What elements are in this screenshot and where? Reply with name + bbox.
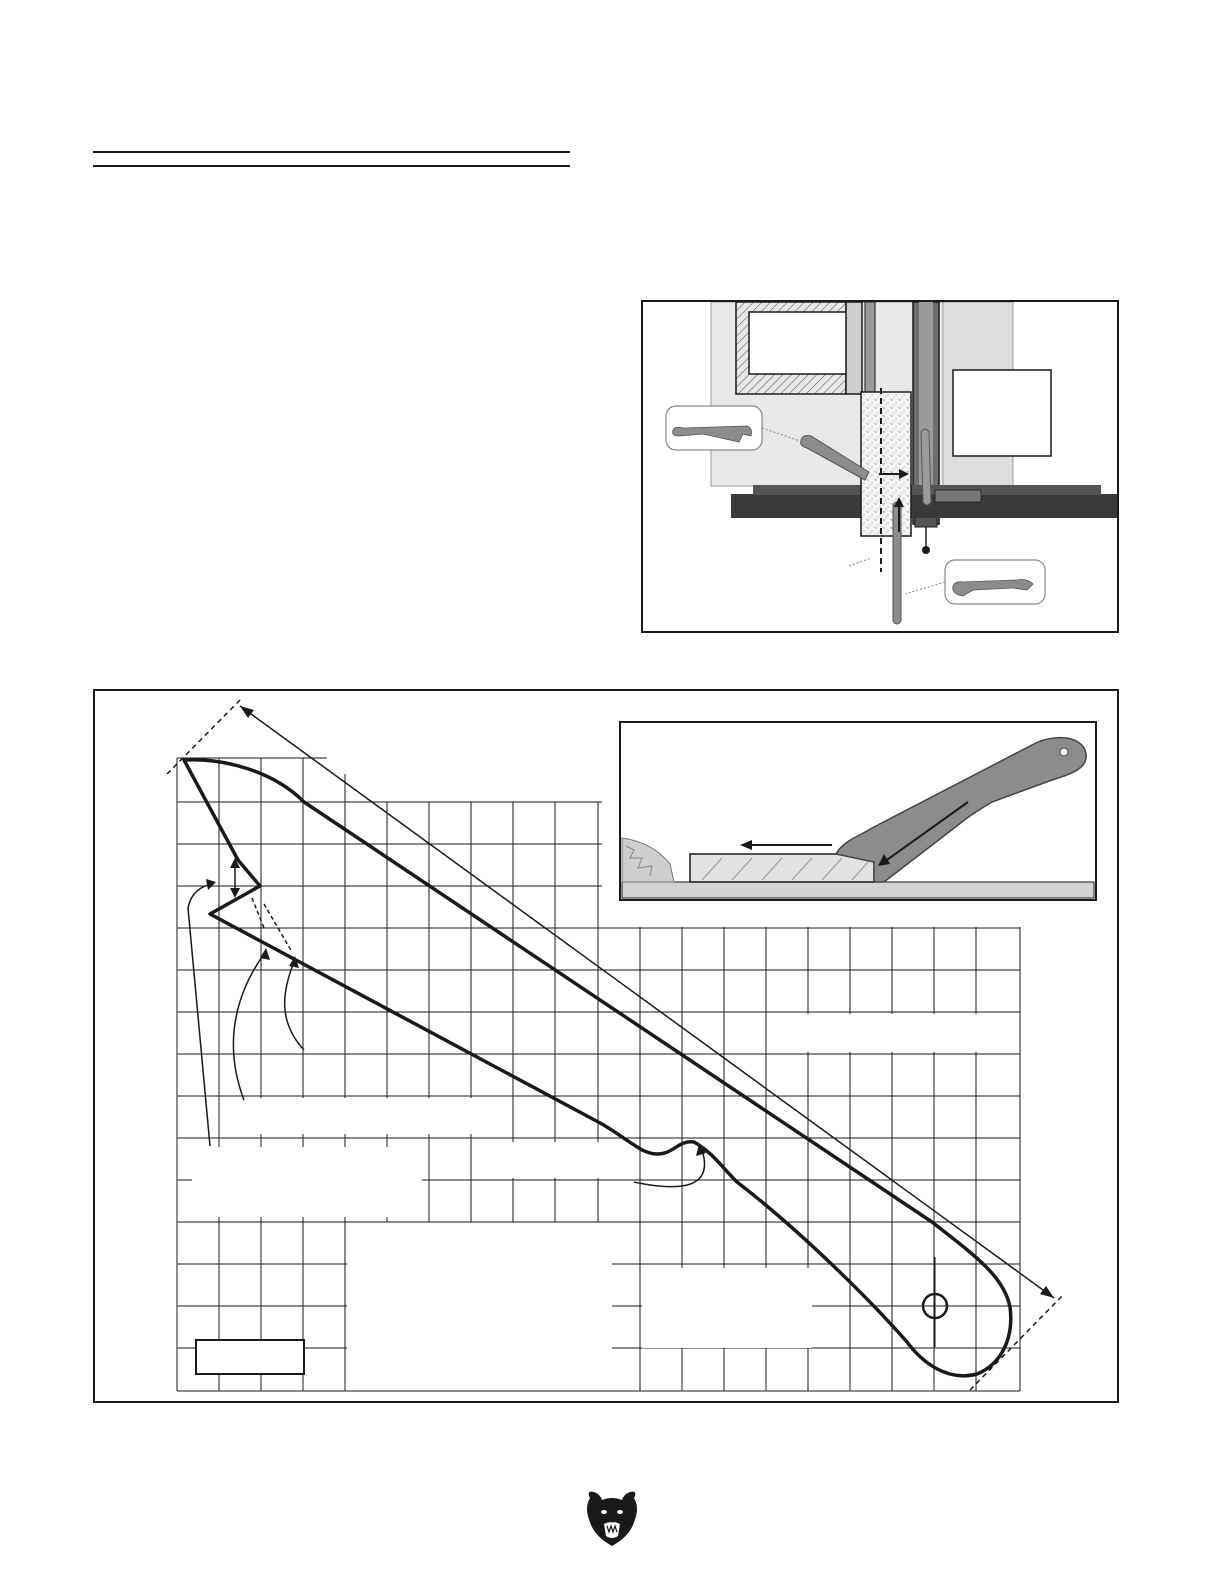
inset-table	[622, 882, 1094, 898]
grid-label-area-5	[247, 1098, 502, 1134]
grid-label-area-3	[642, 1268, 812, 1348]
leader-arrow-3	[285, 962, 304, 1050]
fence-label-box	[749, 312, 849, 374]
leader-arrow-2	[233, 954, 264, 1100]
grid-label-area-1	[192, 1147, 422, 1217]
guide-label-box	[953, 370, 1051, 456]
fence-bar	[846, 302, 862, 394]
push-stick-guide	[921, 429, 931, 505]
heading-rule-bottom	[93, 165, 570, 167]
scale-box	[196, 1340, 304, 1374]
inset-usage-diagram	[620, 722, 1096, 900]
setup-diagram	[643, 302, 1117, 631]
workpiece	[861, 392, 911, 536]
grid-label-area-2	[347, 1227, 612, 1387]
grid-label-area-6	[507, 1142, 632, 1178]
leader-arrow-4	[634, 1150, 705, 1187]
blade-guide-knob	[922, 546, 930, 554]
pattern-figure	[93, 689, 1119, 1403]
heading-rule-top	[93, 151, 570, 153]
bear-head-logo-icon	[582, 1488, 642, 1548]
pattern-diagram	[95, 691, 1117, 1401]
leader-arrow-1	[188, 884, 212, 1146]
setup-figure	[641, 300, 1119, 633]
grid-label-area-4	[787, 1014, 997, 1052]
